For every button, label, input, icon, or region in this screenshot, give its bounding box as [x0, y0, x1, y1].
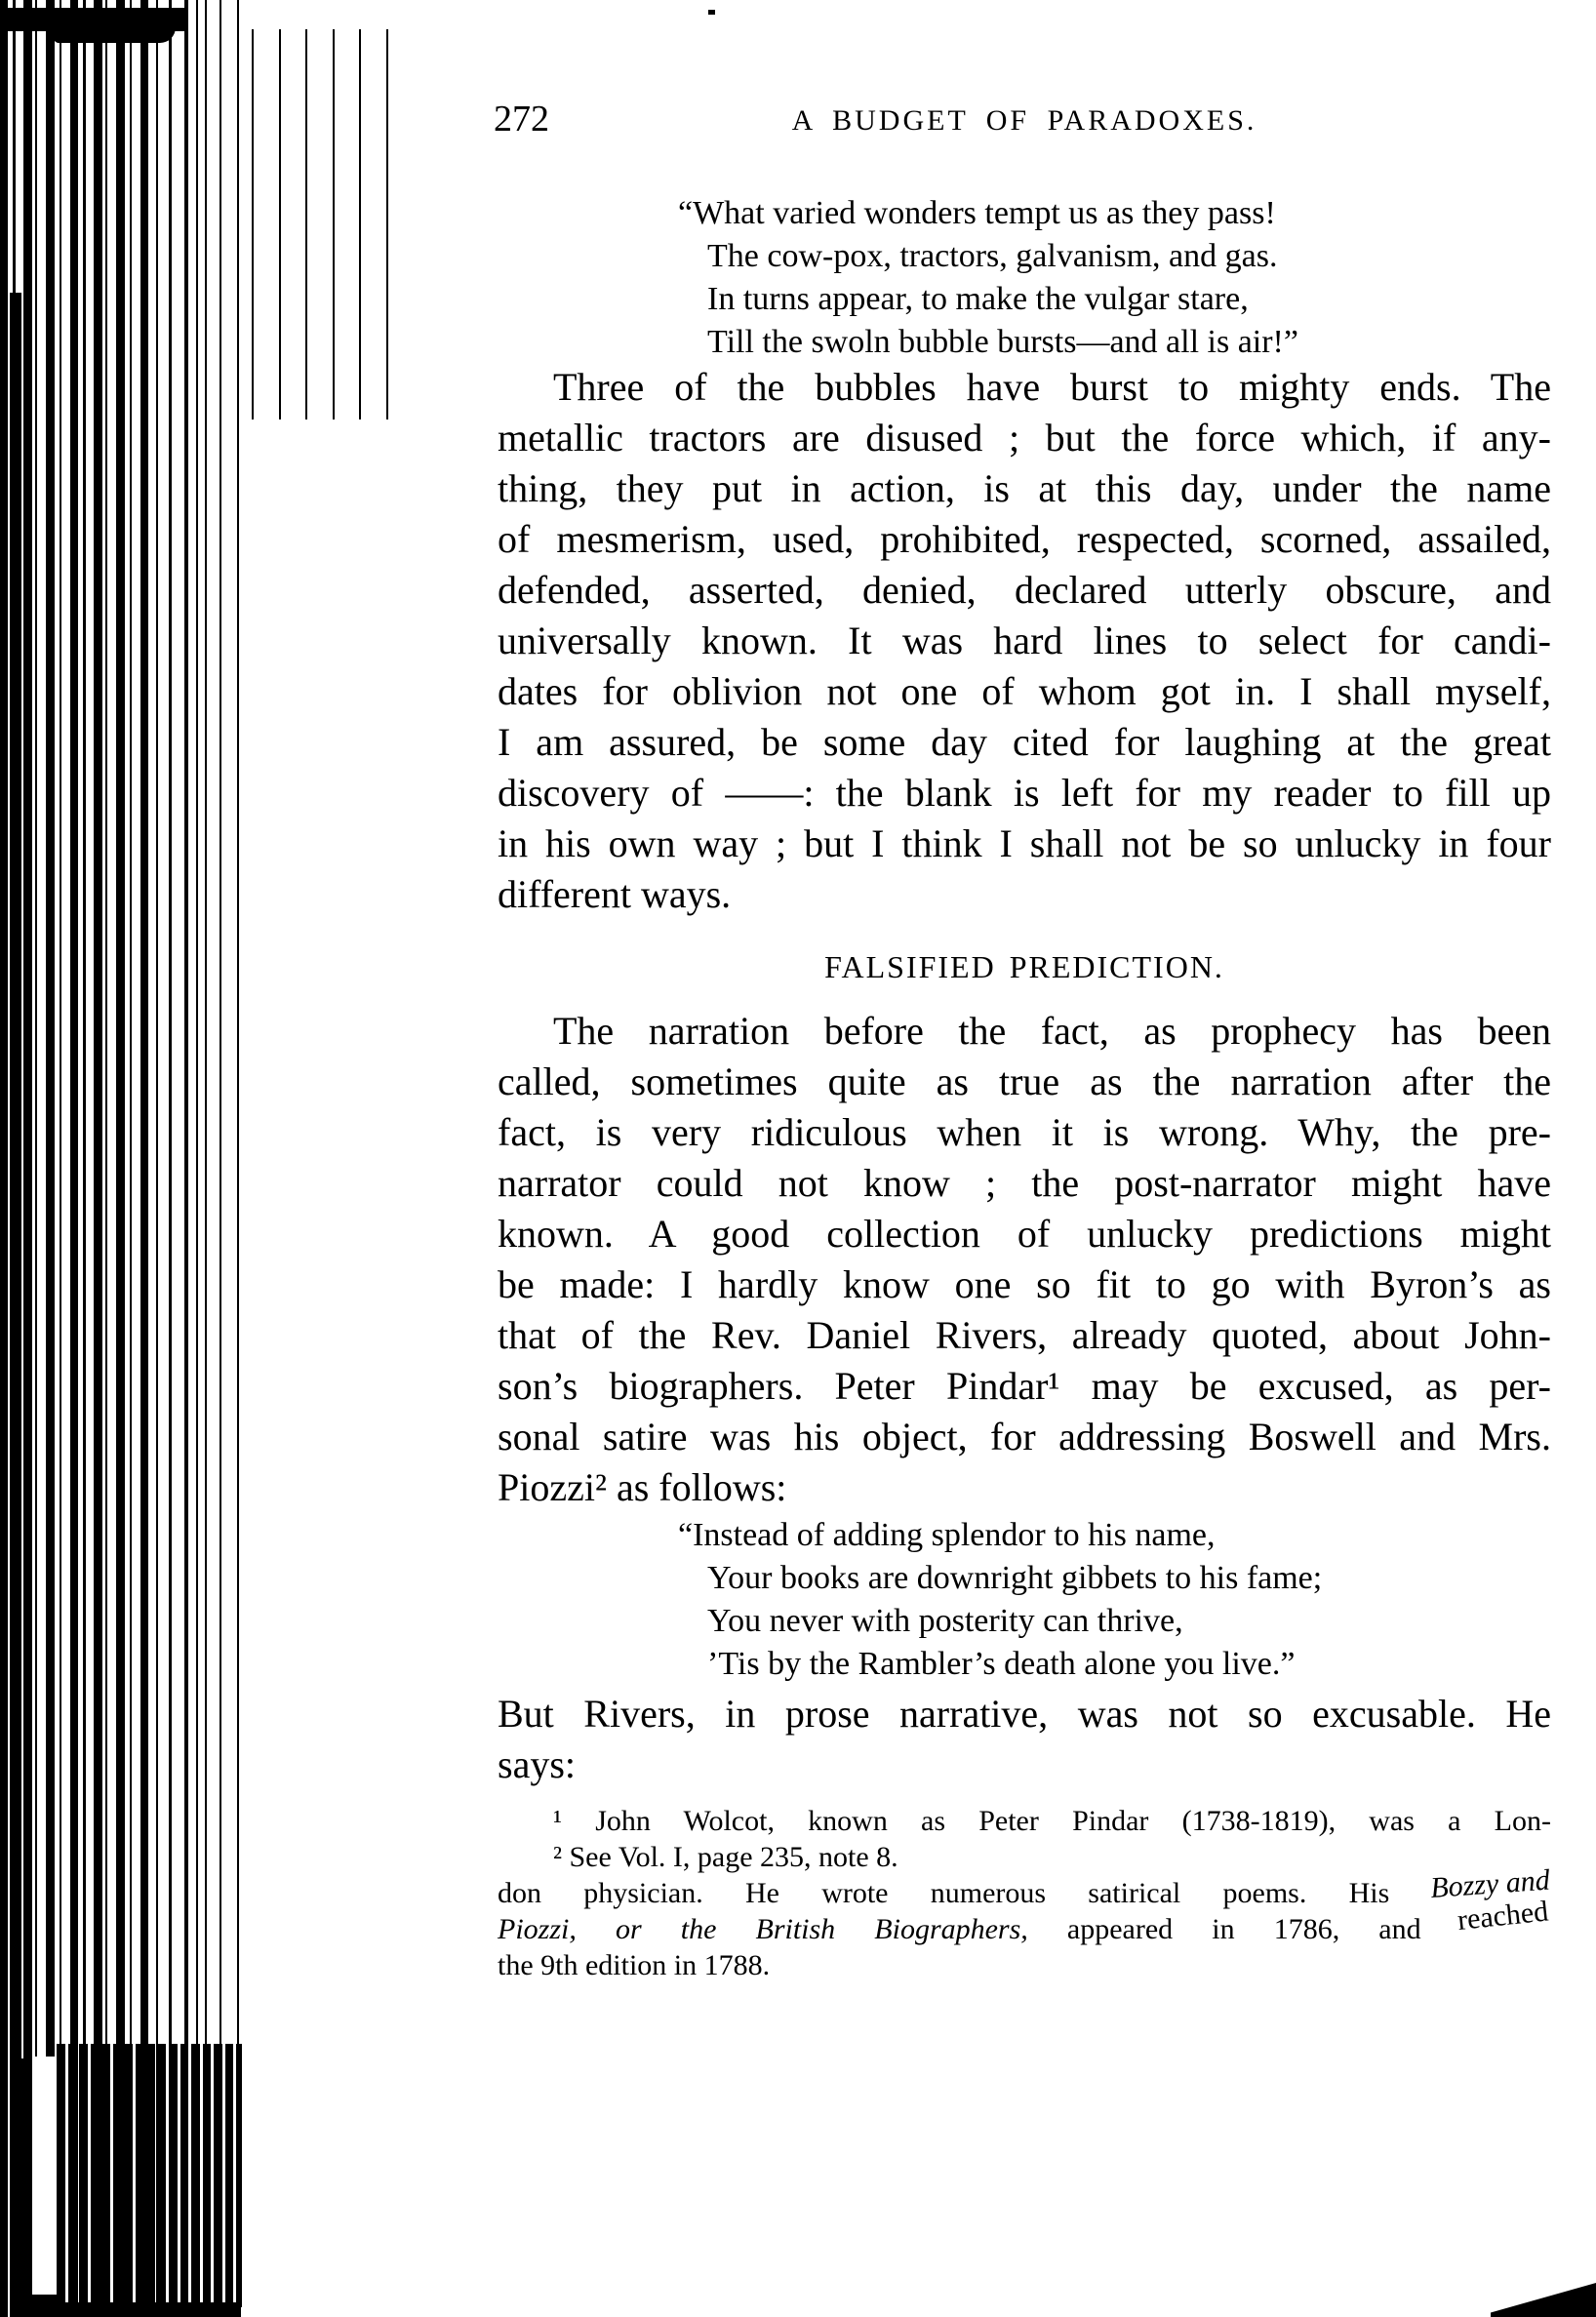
body-paragraph-bubbles — [498, 362, 1551, 920]
text-segment: Your books are downright gibbets to his fame; — [707, 1560, 1323, 1596]
scan-l-mark-bar — [19, 2058, 32, 2317]
text-segment: defended, asserted, denied, declared utterly obscure, and — [498, 568, 1551, 612]
text-segment: of mesmerism, used, prohibited, respected, scorned, assailed, — [498, 517, 1551, 561]
text-line — [498, 1107, 1551, 1158]
text-segment: dates for oblivion not one of whom got in. I shall myself, — [498, 669, 1551, 713]
text-segment: narrator could not know ; the post-narrator might have — [498, 1161, 1551, 1205]
scan-gutter-streaks-sparse — [205, 0, 252, 2317]
text-segment: that of the Rev. Daniel Rivers, already quoted, about John- — [498, 1313, 1551, 1357]
verse-quote-bubbles — [498, 192, 1551, 364]
text-segment: appeared in 1786, and — [1027, 1913, 1460, 1945]
text-segment: be made: I hardly know one so fit to go with Byron’s as — [498, 1262, 1551, 1306]
text-line — [498, 413, 1551, 463]
scan-edge-bar — [10, 293, 21, 2317]
scan-speck — [708, 10, 715, 15]
page-number: 272 — [494, 99, 549, 140]
text-line — [498, 1643, 1551, 1686]
text-line — [498, 1839, 1551, 1875]
text-line — [498, 1863, 1551, 1911]
text-segment: different ways. — [498, 872, 732, 916]
text-segment: Bozzy and — [1428, 1863, 1551, 1905]
text-line — [498, 1209, 1551, 1259]
verse-quote-pindar — [498, 1514, 1551, 1686]
text-line — [498, 278, 1551, 321]
text-segment: In turns appear, to make the vulgar stare, — [707, 281, 1249, 317]
text-segment: ² See Vol. I, page 235, note 8. — [553, 1841, 898, 1873]
text-segment: But Rivers, in prose narrative, was not so excusable. He — [498, 1692, 1551, 1736]
text-line — [498, 1947, 1551, 1983]
text-line — [498, 1462, 1551, 1513]
text-segment: don physician. He wrote numerous satirical poems. His — [498, 1877, 1432, 1909]
text-segment: “What varied wonders tempt us as they pass! — [678, 195, 1276, 231]
text-segment: The narration before the fact, as prophecy has been — [553, 1009, 1551, 1053]
text-line — [498, 717, 1551, 768]
text-line — [498, 1361, 1551, 1412]
text-segment: ’Tis by the Rambler’s death alone you live.” — [707, 1646, 1296, 1682]
text-segment: Till the swoln bubble bursts—and all is air!” — [707, 324, 1298, 360]
scan-ink-blob-top-2 — [54, 27, 176, 43]
text-line — [498, 565, 1551, 616]
text-line — [498, 192, 1551, 235]
text-line — [498, 1259, 1551, 1310]
text-segment: “Instead of adding splendor to his name, — [678, 1517, 1216, 1553]
text-line — [498, 1600, 1551, 1643]
scan-white-gap — [32, 2057, 57, 2302]
text-line — [498, 1057, 1551, 1107]
text-segment: son’s biographers. Peter Pindar¹ may be excused, as per- — [498, 1364, 1551, 1408]
text-segment: You never with posterity can thrive, — [707, 1603, 1183, 1639]
text-segment: known. A good collection of unlucky predictions might — [498, 1212, 1551, 1256]
text-line — [498, 514, 1551, 565]
text-line — [498, 1895, 1551, 1947]
text-line — [498, 1158, 1551, 1209]
text-line — [498, 235, 1551, 278]
scan-gutter-streaks-top — [252, 29, 413, 419]
text-segment: The cow-pox, tractors, galvanism, and gas. — [707, 238, 1278, 274]
text-segment: in his own way ; but I think I shall not be so unlucky in four — [498, 821, 1551, 865]
text-segment: discovery of ——: the blank is left for my reader to fill up — [498, 771, 1551, 815]
body-paragraph-rivers — [498, 1689, 1551, 1790]
text-line — [498, 1803, 1551, 1839]
text-segment: I am assured, be some day cited for laughing at the great — [498, 720, 1551, 764]
text-line — [498, 362, 1551, 413]
text-segment: Piozzi² as follows: — [498, 1465, 787, 1509]
text-line — [498, 1514, 1551, 1557]
scan-gutter-streaks-medium — [144, 0, 205, 2317]
text-line — [498, 666, 1551, 717]
text-segment: fact, is very ridiculous when it is wrong. Why, the pre- — [498, 1110, 1551, 1154]
text-line — [498, 1557, 1551, 1600]
text-line — [498, 321, 1551, 364]
text-segment: Piozzi, or the British Biographers, — [498, 1913, 1028, 1945]
text-segment: thing, they put in action, is at this day, under the name — [498, 466, 1551, 510]
text-line — [498, 1310, 1551, 1361]
section-heading: FALSIFIED PREDICTION. — [824, 949, 1224, 984]
text-segment: reached — [1456, 1895, 1550, 1937]
text-segment: Three of the bubbles have burst to mighty ends. The — [553, 365, 1551, 409]
page-header — [494, 98, 1551, 146]
scan-gutter-streaks-dense — [0, 0, 144, 2317]
text-line — [498, 1689, 1551, 1739]
text-line — [498, 768, 1551, 819]
scan-gutter-streaks-bottom — [57, 2044, 242, 2307]
text-line — [498, 616, 1551, 666]
body-paragraph-prediction — [498, 1006, 1551, 1513]
text-segment: metallic tractors are disused ; but the force which, if any- — [498, 416, 1551, 459]
text-line — [498, 463, 1551, 514]
running-title: A BUDGET OF PARADOXES. — [791, 104, 1257, 137]
text-segment: says: — [498, 1742, 576, 1786]
text-line — [498, 1739, 1551, 1790]
text-segment: sonal satire was his object, for addressing Boswell and Mrs. — [498, 1415, 1551, 1458]
text-line — [498, 869, 1551, 920]
text-line — [498, 1412, 1551, 1462]
text-segment: called, sometimes quite as true as the narration after the — [498, 1059, 1551, 1103]
text-line — [498, 819, 1551, 869]
text-line — [498, 1006, 1551, 1057]
scan-bottom-strip — [54, 2302, 241, 2317]
text-segment: universally known. It was hard lines to select for candi- — [498, 619, 1551, 662]
footnote-block — [498, 1803, 1551, 1983]
text-segment: the 9th edition in 1788. — [498, 1949, 771, 1981]
scan-corner-wedge — [1491, 2280, 1596, 2317]
text-segment: ¹ John Wolcot, known as Peter Pindar (1738-1819), was a Lon- — [553, 1805, 1551, 1837]
